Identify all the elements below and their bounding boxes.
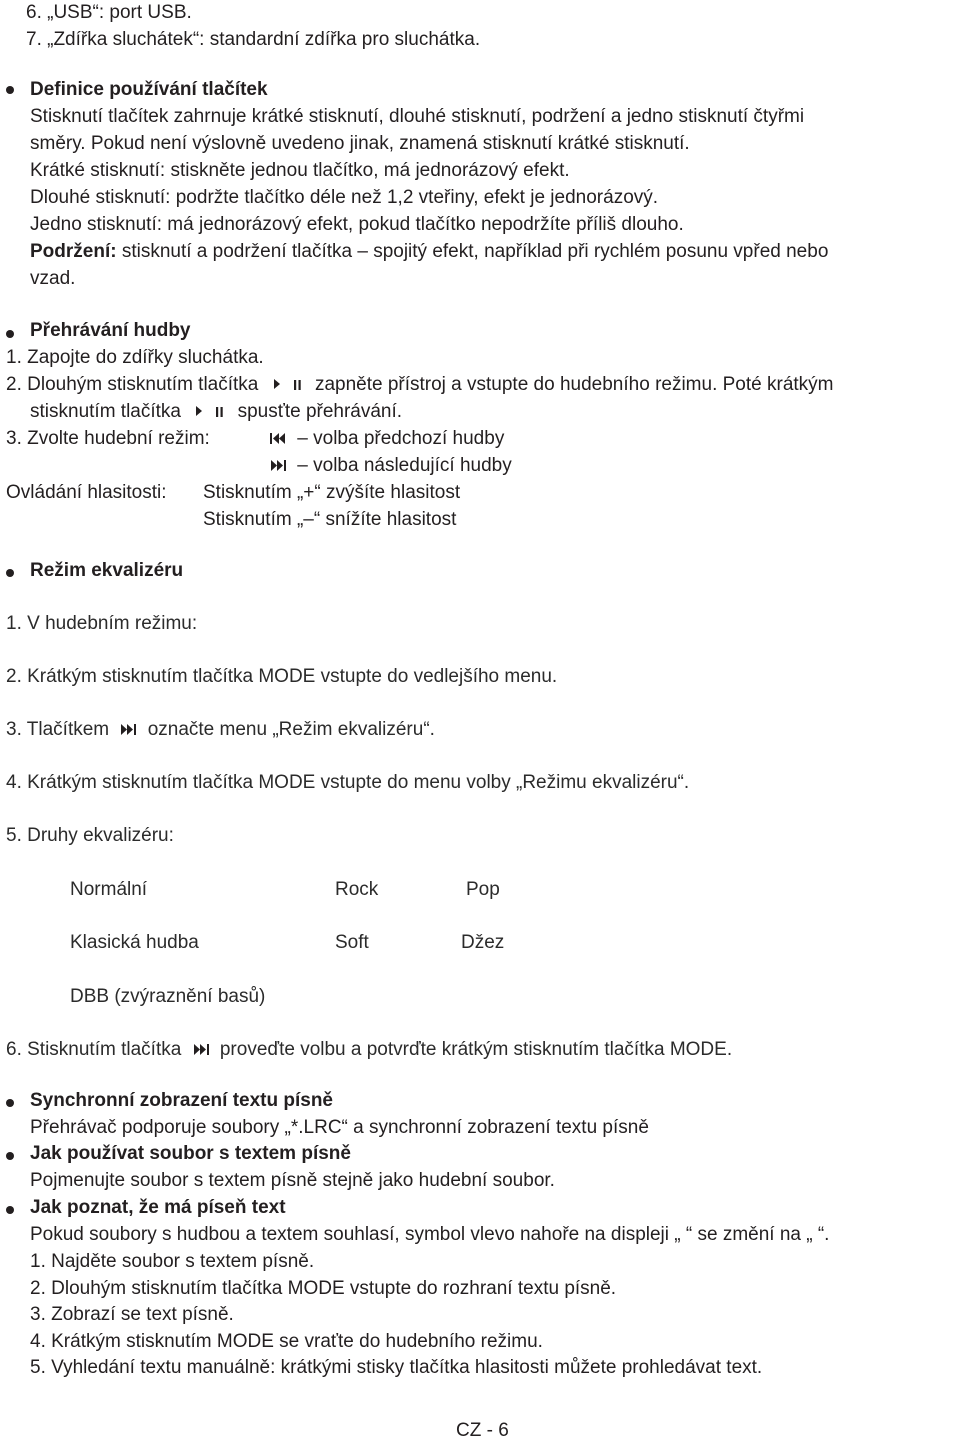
lyrics-step: 5. Vyhledání textu manuálně: krátkými stisky tlačítka hlasitosti můžete prohledávat text. (30, 1357, 763, 1378)
lyrics-text-2: Pojmenujte soubor s textem písně stejně jako hudební soubor. (30, 1170, 555, 1191)
lyrics-text-1: Přehrávač podporuje soubory „*.LRC“ a synchronní zobrazení textu písně (30, 1117, 649, 1138)
eq-step-3 (6, 719, 435, 741)
page-number: CZ - 6 (456, 1420, 509, 1441)
music-step-2-line-1 (6, 374, 834, 396)
step2-text-b: zapněte přístroj a vstupte do hudebního režimu. Poté krátkým (314, 374, 834, 395)
eq-step-3-a: 3. Tlačítkem (6, 719, 110, 740)
item-headphone-jack: 7. „Zdířka sluchátek“: standardní zdířka pro sluchátka. (26, 29, 481, 50)
bullet-icon (6, 86, 14, 94)
step2-text-a: 2. Dlouhým stisknutím tlačítka (6, 374, 259, 395)
eq-type: Normální (70, 879, 148, 900)
paragraph-line: Jedno stisknutí: má jednorázový efekt, pokud tlačítko nepodržíte příliš dlouho. (30, 214, 684, 235)
volume-down-text: Stisknutím „–“ snížíte hlasitost (203, 509, 457, 530)
step2-text-d: spusťte přehrávání. (237, 401, 403, 422)
eq-type: Rock (335, 879, 379, 900)
previous-track-icon (268, 430, 288, 446)
lyrics-step: 2. Dlouhým stisknutím tlačítka MODE vstupte do rozhraní textu písně. (30, 1278, 617, 1299)
paragraph-line: Krátké stisknutí: stiskněte jednou tlačítko, má jednorázový efekt. (30, 160, 570, 181)
eq-step-1: 1. V hudebním režimu: (6, 613, 198, 634)
music-step-1: 1. Zapojte do zdířky sluchátka. (6, 347, 264, 368)
section-heading-sync-lyrics: Synchronní zobrazení textu písně (30, 1090, 333, 1111)
eq-step-2: 2. Krátkým stisknutím tlačítka MODE vstupte do vedlejšího menu. (6, 666, 558, 687)
paragraph-line: vzad. (30, 268, 76, 289)
bullet-icon (6, 1206, 14, 1214)
hold-label: Podržení: (30, 241, 117, 262)
eq-type: DBB (zvýraznění basů) (70, 986, 266, 1007)
volume-up-text: Stisknutím „+“ zvýšíte hlasitost (203, 482, 461, 503)
paragraph-line: Dlouhé stisknutí: podržte tlačítko déle než 1,2 vteřiny, efekt je jednorázový. (30, 187, 659, 208)
paragraph-line: směry. Pokud není výslovně uvedeno jinak, znamená stisknutí krátké stisknutí. (30, 133, 690, 154)
section-heading-lyrics-file: Jak používat soubor s textem písně (30, 1143, 351, 1164)
next-track-icon (268, 457, 288, 473)
next-track-icon (191, 1041, 211, 1057)
eq-step-6-b: proveďte volbu a potvrďte krátkým stisknutím tlačítka MODE. (219, 1039, 733, 1060)
paragraph-line-hold (30, 241, 828, 263)
paragraph-line: Stisknutí tlačítek zahrnuje krátké stisknutí, dlouhé stisknutí, podržení a jedno stisknutí čtyřmi (30, 106, 805, 127)
eq-step-6-a: 6. Stisknutím tlačítka (6, 1039, 182, 1060)
music-step-2-line-2 (30, 401, 402, 423)
step2-text-c: stisknutím tlačítka (30, 401, 181, 422)
play-pause-icon (190, 403, 228, 419)
eq-step-4: 4. Krátkým stisknutím tlačítka MODE vstupte do menu volby „Režimu ekvalizéru“. (6, 772, 690, 793)
music-step-3: 3. Zvolte hudební režim: (6, 428, 210, 449)
eq-type: Džez (461, 932, 505, 953)
next-track-text: – volba následující hudby (297, 455, 512, 476)
section-heading-music: Přehrávání hudby (30, 320, 191, 341)
eq-type: Pop (466, 879, 500, 900)
prev-track-row (268, 428, 504, 450)
next-track-icon (118, 721, 138, 737)
volume-label: Ovládání hlasitosti: (6, 482, 167, 503)
section-heading-buttons: Definice používání tlačítek (30, 79, 268, 100)
prev-track-text: – volba předchozí hudby (297, 428, 505, 449)
lyrics-text-3: Pokud soubory s hudbou a textem souhlasí, symbol vlevo nahoře na displeji „ “ se změní na „ “. (30, 1224, 830, 1245)
bullet-icon (6, 1099, 14, 1107)
next-track-row (268, 455, 512, 477)
item-usb: 6. „USB“: port USB. (26, 2, 192, 23)
lyrics-step: 3. Zobrazí se text písně. (30, 1304, 234, 1325)
play-pause-icon (268, 376, 306, 392)
bullet-icon (6, 330, 14, 338)
section-heading-eq: Režim ekvalizéru (30, 560, 184, 581)
bullet-icon (6, 1152, 14, 1160)
section-heading-has-lyrics: Jak poznat, že má píseň text (30, 1197, 286, 1218)
hold-text: stisknutí a podržení tlačítka – spojitý efekt, například při rychlém posunu vpřed nebo (116, 241, 829, 262)
eq-step-6 (6, 1039, 732, 1061)
eq-type: Soft (335, 932, 369, 953)
bullet-icon (6, 569, 14, 577)
lyrics-step: 1. Najděte soubor s textem písně. (30, 1251, 315, 1272)
lyrics-step: 4. Krátkým stisknutím MODE se vraťte do hudebního režimu. (30, 1331, 543, 1352)
eq-step-3-b: označte menu „Režim ekvalizéru“. (147, 719, 435, 740)
eq-step-5: 5. Druhy ekvalizéru: (6, 825, 174, 846)
eq-type: Klasická hudba (70, 932, 199, 953)
